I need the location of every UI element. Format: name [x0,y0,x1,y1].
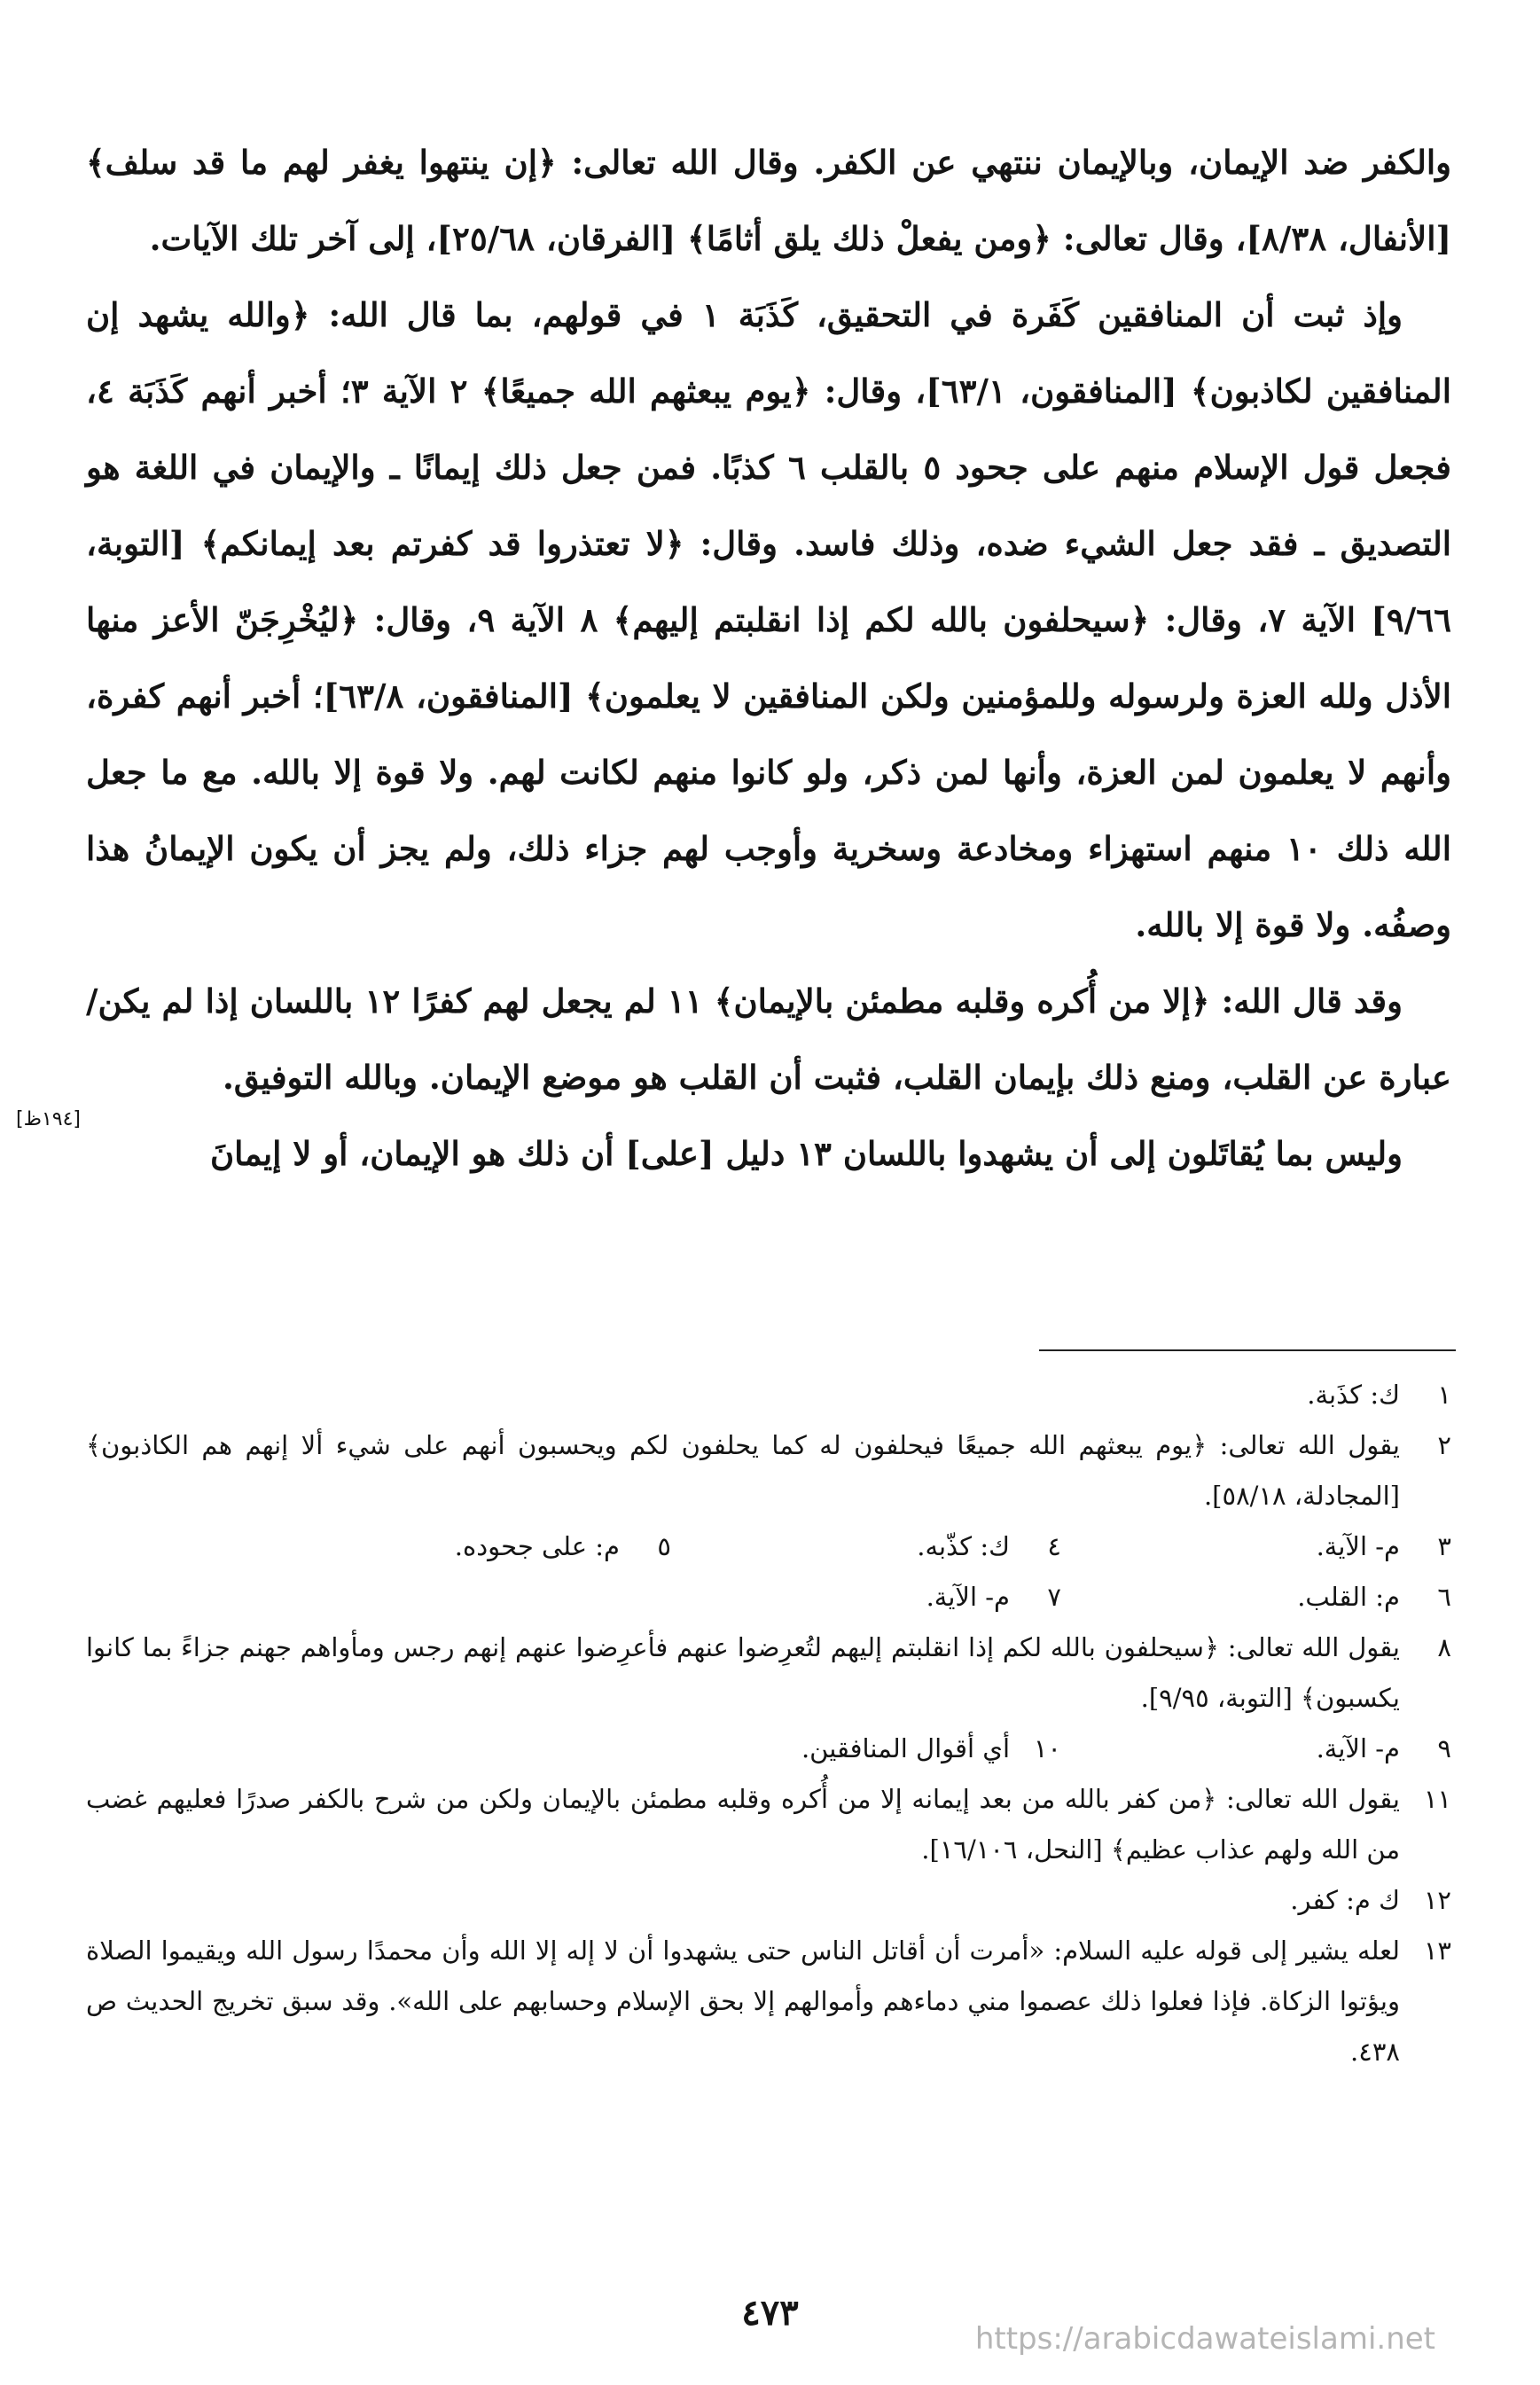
watermark-url: https://arabicdawateislami.net [974,2321,1435,2357]
footnote-10 [671,1724,1061,1774]
footnote-text: ك: كذَبة. [1307,1380,1400,1410]
footnote-11 [86,1774,1451,1875]
footnote-number: ٨ [1437,1632,1451,1662]
footnote-text: م- الآية. [926,1582,1010,1612]
footnote-text: ك: كذّبه. [917,1531,1010,1561]
footnote-5 [281,1521,671,1572]
footnote-2 [86,1420,1451,1521]
footnote-row-3-5 [86,1521,1451,1572]
footnote-number: ٧ [1047,1582,1061,1612]
footnote-number: ٦ [1437,1582,1451,1612]
footnote-text: م- الآية. [1316,1531,1400,1561]
footnote-text: يقول الله تعالى: ﴿يوم يبعثهم الله جميعًا فيحلفون له كما يحلفون لكم ويحسبون أنهم على شيء ألا إنهم هم الكاذبون﴾ [المجادلة، ٥٨/١٨]. [86,1430,1400,1511]
footnote-text: يقول الله تعالى: ﴿من كفر بالله من بعد إيمانه إلا من أُكره وقلبه مطمئن بالإيمان ولكن من شرح بالكفر صدرًا فعليهم غضب من الله ولهم عذاب عظيم﴾ [النحل، ١٦/١٠٦]. [86,1784,1400,1865]
footnote-number: ٣ [1437,1531,1451,1561]
footnote-number: ١٣ [1423,1935,1451,1966]
footnote-number: ٢ [1437,1430,1451,1460]
manuscript-folio-marker: [١٩٤ظ] [16,1108,81,1130]
footnote-number: ١٠ [1033,1733,1061,1763]
footnote-number: ٤ [1047,1531,1061,1561]
main-text [86,124,1451,1192]
footnote-number: ١٢ [1423,1885,1451,1915]
footnote-3 [1061,1521,1451,1572]
paragraph-1: والكفر ضد الإيمان، وبالإيمان ننتهي عن الكفر. وقال الله تعالى: ﴿إن ينتهوا يغفر لهم ما قد سلف﴾ [الأنفال، ٨/٣٨]، وقال تعالى: ﴿ومن يفعلْ ذلك يلق أثامًا﴾ [الفرقان، ٢٥/٦٨]، إلى آخر تلك الآيات. [86,143,1451,258]
footnote-number: ١ [1437,1380,1451,1410]
footnote-text: م: على جحوده. [454,1531,620,1561]
page-number: ٤٧٣ [741,2292,799,2334]
footnote-8 [86,1623,1451,1724]
paragraph-2: وإذ ثبت أن المنافقين كَفَرة في التحقيق، كَذَبَة ١ في قولهم، بما قال الله: ﴿والله يشهد إن المنافقين لكاذبون﴾ [المنافقون، ٦٣/١]، وقال: ﴿يوم يبعثهم الله جميعًا﴾ ٢ الآية ٣؛ أخبر أنهم كَذَبَة ٤، فجعل قول الإسلام منهم على جحود ٥ بالقلب ٦ كذبًا. فمن جعل ذلك إيمانًا ـ والإيمان في اللغة هو التصديق ـ فقد جعل الشيء ضده، وذلك فاسد. وقال: ﴿لا تعتذروا قد كفرتم بعد إيمانكم﴾ [التوبة، ٩/٦٦] الآية ٧، وقال: ﴿سيحلفون بالله لكم إذا انقلبتم إليهم﴾ ٨ الآية ٩، وقال: ﴿ليُخْرِجَنّ الأعز منها الأذل ولله العزة ولرسوله وللمؤمنين ولكن المنافقين لا يعلمون﴾ [المنافقون، ٦٣/٨]؛ أخبر أنهم كفرة، وأنهم لا يعلمون لمن العزة، وأنها لمن ذكر، ولو كانوا منهم لكانت لهم. ولا قوة إلا بالله. مع ما جعل الله ذلك ١٠ منهم استهزاء ومخادعة وسخرية وأوجب لهم جزاء ذلك، ولم يجز أن يكون الإيمانُ هذا وصفُه. ولا قوة إلا بالله. [86,295,1451,944]
footnote-9 [1061,1724,1451,1774]
footnote-7 [671,1572,1061,1623]
footnote-text: لعله يشير إلى قوله عليه السلام: «أمرت أن أقاتل الناس حتى يشهدوا أن لا إله إلا الله وأن محمدًا رسول الله ويقيموا الصلاة ويؤتوا الزكاة. فإذا فعلوا ذلك عصموا مني دماءهم وأموالهم إلا بحق الإسلام وحسابهم على الله». وقد سبق تخريج الحديث ص ٤٣٨. [86,1935,1400,2067]
footnote-number: ٩ [1437,1733,1451,1763]
footnote-text: م- الآية. [1316,1733,1400,1763]
footnote-4 [671,1521,1061,1572]
footnote-row-6-7 [86,1572,1451,1623]
footnote-12 [86,1875,1451,1926]
footnote-text: م: القلب. [1297,1582,1400,1612]
footnote-number: ٥ [657,1531,671,1561]
footnote-1 [86,1370,1451,1420]
paragraph-4: وليس بما يُقاتَلون إلى أن يشهدوا باللسان ١٣ دليل [على] أن ذلك هو الإيمان، أو لا إيمانَ [210,1134,1403,1173]
footnote-separator [1039,1349,1456,1351]
footnote-text: ك م: كفر. [1290,1885,1400,1915]
footnote-row-9-10 [86,1724,1451,1774]
footnotes [86,1370,1451,2077]
footnote-text: يقول الله تعالى: ﴿سيحلفون بالله لكم إذا انقلبتم إليهم لتُعرِضوا عنهم فأعرِضوا عنهم إنهم رجس ومأواهم جهنم جزاءً بما كانوا يكسبون﴾ [التوبة، ٩/٩٥]. [86,1632,1400,1713]
footnote-number: ١١ [1423,1784,1451,1814]
footnote-13 [86,1926,1451,2077]
footnote-text: أي أقوال المنافقين. [801,1733,1010,1763]
paragraph-3: وقد قال الله: ﴿إلا من أُكره وقلبه مطمئن بالإيمان﴾ ١١ لم يجعل لهم كفرًا ١٢ باللسان إذا لم يكن/ عبارة عن القلب، ومنع ذلك بإيمان القلب، فثبت أن القلب هو موضع الإيمان. وبالله التوفيق. [86,981,1451,1097]
footnote-6 [1061,1572,1451,1623]
